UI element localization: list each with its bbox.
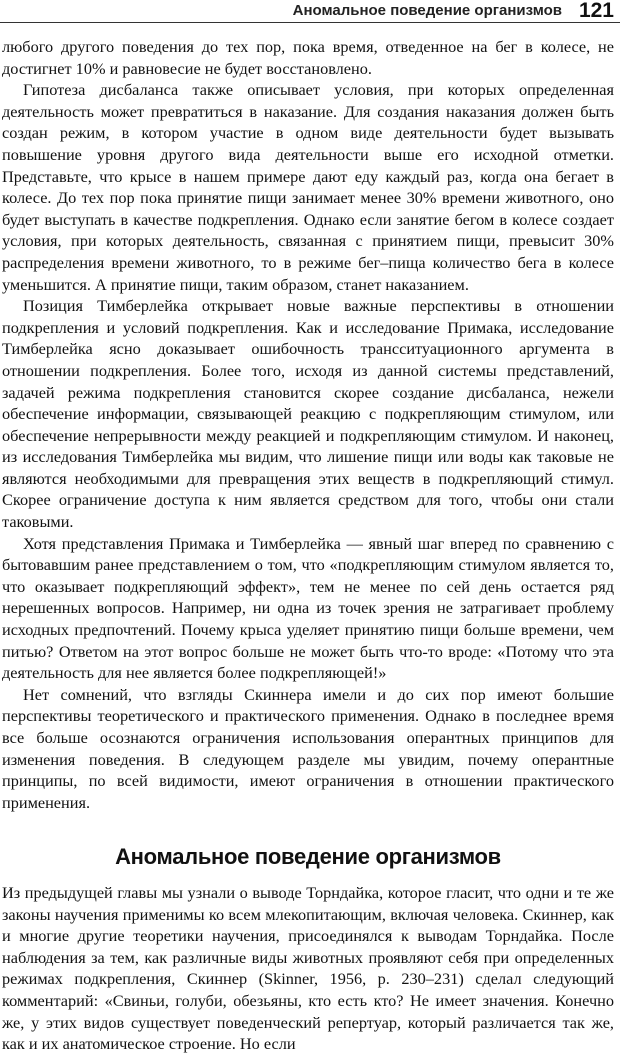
- paragraph-section-intro: Из предыдущей главы мы узнали о выводе Торндайка, которое гласит, что одни и те же законы научения применимы ко всем млекопитающим, включая человека. Скиннер, как и многие другие теоретики научения, присоединялся к выводам Торндайка. После наблюдения за тем, как различные виды животных проявляют себя при определенных режимах подкрепления, Скиннер (Skinner, 1956, p. 230–231) сделал следующий комментарий: «Свиньи, голуби, обезьяны, кто есть кто? Не имеет значения. Конечно же, у этих видов существует поведенческий репертуар, который различается так же, как и их анатомическое строение. Но если: [2, 882, 614, 1054]
- paragraph-imbalance-hypothesis: Гипотеза дисбаланса также описывает условия, при которых определенная деятельность может превратиться в наказание. Для создания наказания должен быть создан режим, в котором участие в одном виде деятельности будет вызывать повышение уровня другого вида деятельности выше его исходной отметки. Представьте, что крысе в нашем примере дают еду каждый раз, когда она бегает в колесе. До тех пор пока принятие пищи занимает менее 30% времени животного, оно будет выступать в качестве подкрепления. Однако если занятие бегом в колесе создает условия, при которых деятельность, связанная с принятием пищи, превысит 30% распределения времени животного, то в режиме бег–пища количество бега в колесе уменьшится. А принятие пищи, таким образом, станет наказанием.: [2, 80, 614, 294]
- paragraph-timberlake-position: Позиция Тимберлейка открывает новые важные перспективы в отношении подкрепления и условий подкрепления. Как и исследование Примака, исследование Тимберлейка ясно доказывает ошибочность трансситуационного аргумента в отношении подкрепления. Более того, исходя из данной системы представлений, задачей режима подкрепления становится скорее создание дисбаланса, нежели обеспечение информации, связывающей реакцию с подкрепляющим стимулом, или обеспечение непрерывности между реакцией и подкрепляющим стимулом. И наконец, из исследования Тимберлейка мы видим, что лишение пищи или воды как таковые не являются необходимыми для превращения этих веществ в подкрепляющий стимул. Скорее ограничение доступа к ним является средством для того, чтобы они стали таковыми.: [2, 296, 614, 532]
- paragraph-premack-timberlake: Хотя представления Примака и Тимберлейка — явный шаг вперед по сравнению с бытовавшим ранее представлением о том, что «подкрепляющим стимулом является то, что оказывает подкрепляющий эффект», тем не менее по сей день остается ряд нерешенных вопросов. Например, ни одна из точек зрения не затрагивает проблему исходных предпочтений. Почему крыса уделяет принятию пищи больше времени, чем питью? Ответом на этот вопрос больше не может быть что-то вроде: «Потому что эта деятельность для нее является более подкрепляющей!»: [2, 533, 614, 683]
- paragraph-skinner-views: Нет сомнений, что взгляды Скиннера имели и до сих пор имеют большие перспективы теоретического и практического применения. Однако в последнее время все больше осознаются ограничения использования оперантных принципов для изменения поведения. В следующем разделе мы увидим, почему оперантные принципы, по всей видимости, имеют ограничения в отношении практического применения.: [2, 684, 614, 812]
- running-head: [0, 0, 620, 26]
- paragraph-continued: любого другого поведения до тех пор, пока время, отведенное на бег в колесе, не достигнет 10% и равновесие не будет восстановлено.: [2, 37, 614, 78]
- page-number: 121: [578, 0, 614, 22]
- running-title: Аномальное поведение организмов: [292, 2, 562, 19]
- header-rule: [0, 22, 620, 23]
- body-text: [2, 36, 614, 1055]
- section-heading: Аномальное поведение организмов: [115, 844, 501, 870]
